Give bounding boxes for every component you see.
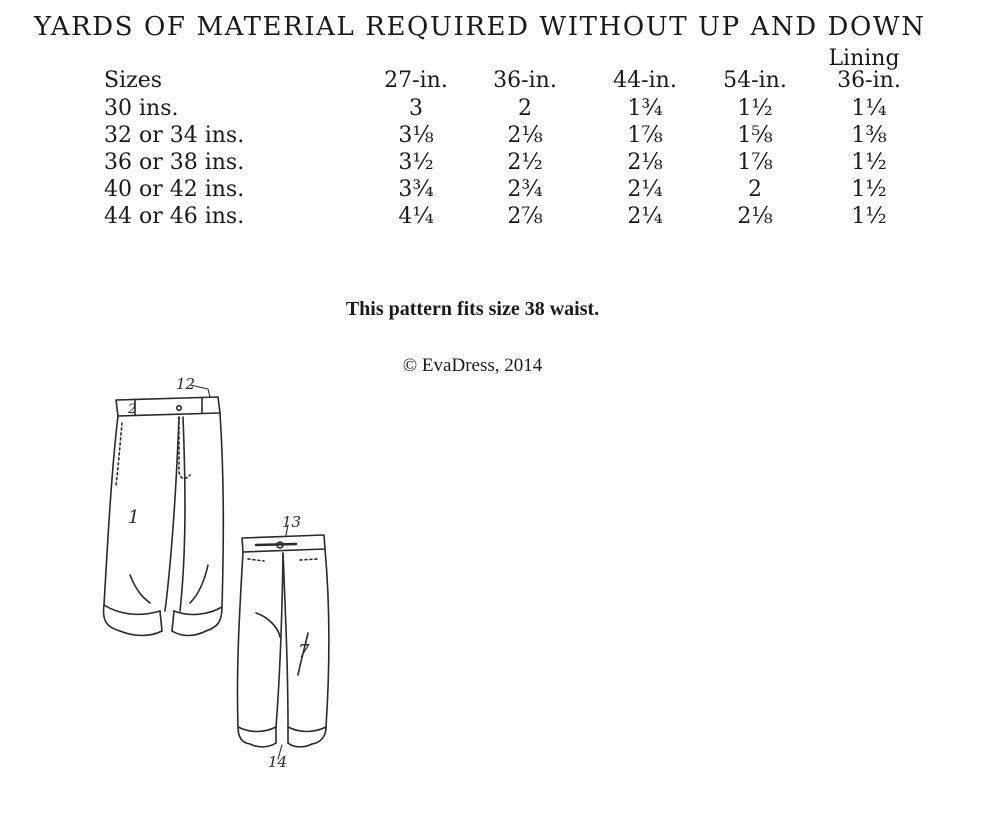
table-cell: 3½ bbox=[398, 150, 434, 175]
table-cell: 1½ bbox=[851, 150, 887, 175]
table-cell: 2⅛ bbox=[627, 150, 663, 175]
knickers-small-view bbox=[237, 535, 328, 747]
table-cell: 3¾ bbox=[398, 177, 434, 202]
table-cell: 2⅞ bbox=[507, 204, 543, 229]
label-7: 7 bbox=[298, 641, 310, 662]
table-cell: 3 bbox=[409, 96, 423, 121]
table-header-lining-36in: 36-in. bbox=[837, 68, 901, 93]
table-cell: 1¼ bbox=[851, 96, 887, 121]
table-header-sizes: Sizes bbox=[104, 68, 163, 93]
table-cell-size: 36 or 38 ins. bbox=[104, 150, 245, 175]
table-header-44in: 44-in. bbox=[613, 68, 677, 93]
table-cell: 2⅛ bbox=[507, 123, 543, 148]
label-12: 12 bbox=[176, 375, 196, 393]
label-2: 2 bbox=[128, 402, 137, 417]
table-cell: 1⅜ bbox=[851, 123, 887, 148]
fit-note: This pattern fits size 38 waist. bbox=[345, 298, 600, 320]
table-cell: 1½ bbox=[851, 177, 887, 202]
knickers-front-view bbox=[104, 397, 224, 636]
table-cell: 2¼ bbox=[627, 177, 663, 202]
table-header-54in: 54-in. bbox=[723, 68, 787, 93]
lining-header: Lining bbox=[828, 46, 900, 71]
table-cell-size: 44 or 46 ins. bbox=[104, 204, 245, 229]
yardage-table bbox=[104, 46, 924, 236]
label-14: 14 bbox=[268, 753, 288, 770]
table-cell-size: 40 or 42 ins. bbox=[104, 177, 245, 202]
table-cell: 1⅞ bbox=[737, 150, 773, 175]
table-cell-size: 32 or 34 ins. bbox=[104, 123, 245, 148]
table-cell: 1½ bbox=[737, 96, 773, 121]
table-cell: 2 bbox=[518, 96, 532, 121]
label-1: 1 bbox=[128, 507, 140, 528]
copyright-notice: © EvaDress, 2014 bbox=[402, 355, 543, 376]
table-cell: 4¼ bbox=[398, 204, 434, 229]
table-cell: 2 bbox=[748, 177, 762, 202]
page-title: YARDS OF MATERIAL REQUIRED WITHOUT UP AND DOWN bbox=[34, 12, 926, 42]
table-cell: 1¾ bbox=[627, 96, 663, 121]
table-cell: 1⅝ bbox=[737, 123, 773, 148]
leader-lines bbox=[190, 385, 288, 759]
table-cell: 1½ bbox=[851, 204, 887, 229]
table-header-36in: 36-in. bbox=[493, 68, 557, 93]
table-cell-size: 30 ins. bbox=[104, 96, 179, 121]
label-13: 13 bbox=[282, 513, 302, 531]
table-cell: 1⅞ bbox=[627, 123, 663, 148]
table-cell: 2⅛ bbox=[737, 204, 773, 229]
table-cell: 2¾ bbox=[507, 177, 543, 202]
trousers-illustration bbox=[90, 375, 350, 770]
table-cell: 3⅛ bbox=[398, 123, 434, 148]
table-cell: 2¼ bbox=[627, 204, 663, 229]
table-cell: 2½ bbox=[507, 150, 543, 175]
table-header-27in: 27-in. bbox=[384, 68, 448, 93]
